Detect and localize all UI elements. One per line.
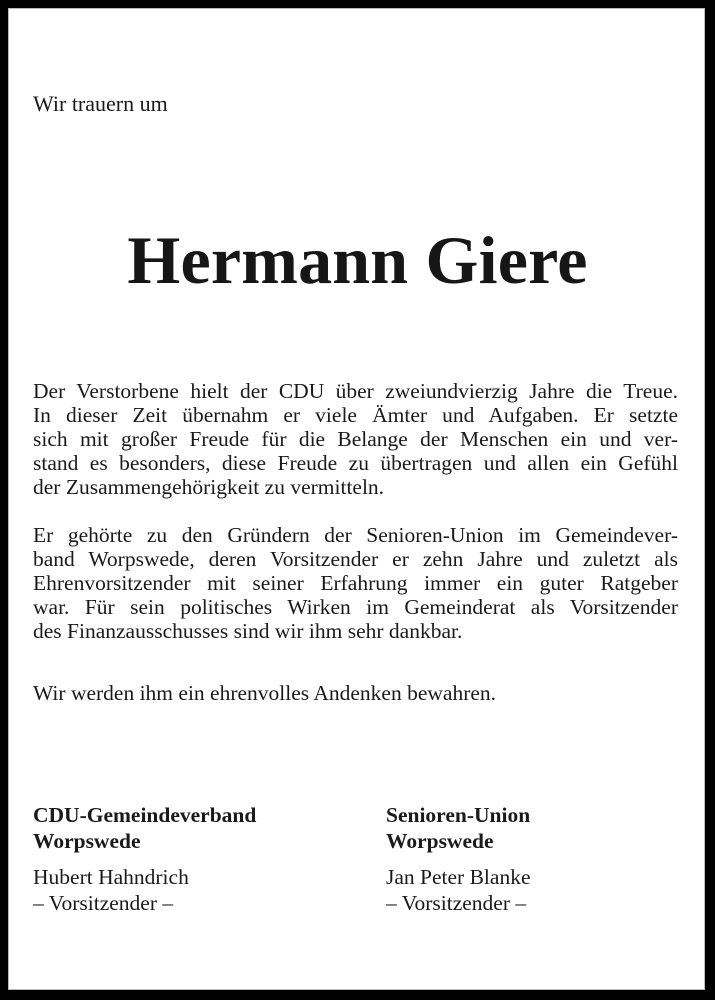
text-line: band Worpswede, deren Vorsitzender er zehn Jahre und zuletzt als: [33, 547, 678, 571]
signatory-name: Jan Peter Blanke: [386, 865, 531, 889]
signatory-senioren-union: [386, 802, 531, 916]
signatory-org-line1: CDU-Gemeindeverband: [33, 803, 257, 827]
signatory-org-line2: Worpswede: [386, 829, 494, 853]
text-line: Ehrenvorsitzender mit seiner Erfahrung immer ein guter Ratgeber: [33, 571, 678, 595]
paragraph-senioren-union: [33, 523, 678, 643]
text-line: In dieser Zeit übernahm er viele Ämter und Aufgaben. Er setzte: [33, 403, 678, 427]
text-line: war. Für sein politisches Wirken im Gemeinderat als Vorsitzender: [33, 595, 678, 619]
intro-text: Wir trauern um: [33, 91, 168, 116]
paragraph-closing: [33, 681, 678, 705]
signatory-org-line2: Worpswede: [33, 829, 141, 853]
text-line: sich mit großer Freude für die Belange der Menschen ein und ver-: [33, 427, 678, 451]
signatory-cdu: [33, 802, 256, 916]
obituary-notice: [8, 8, 705, 990]
signatory-role: – Vorsitzender –: [386, 891, 527, 915]
text-line: des Finanzausschusses sind wir ihm sehr dankbar.: [33, 619, 463, 643]
text-line: der Zusammengehörigkeit zu vermitteln.: [33, 475, 385, 499]
text-line: Wir werden ihm ein ehrenvolles Andenken bewahren.: [33, 681, 497, 705]
text-line: stand es besonders, diese Freude zu übertragen und allen ein Gefühl: [33, 451, 678, 475]
signatory-org-line1: Senioren-Union: [386, 803, 531, 827]
text-line: Er gehörte zu den Gründern der Senioren-Union im Gemeindever-: [33, 523, 678, 547]
text-line: Der Verstorbene hielt der CDU über zweiundvierzig Jahre die Treue.: [33, 379, 678, 403]
signatory-name: Hubert Hahndrich: [33, 865, 189, 889]
signatory-role: – Vorsitzender –: [33, 891, 174, 915]
paragraph-tribute: [33, 379, 678, 499]
deceased-name: Hermann Giere: [127, 222, 588, 298]
